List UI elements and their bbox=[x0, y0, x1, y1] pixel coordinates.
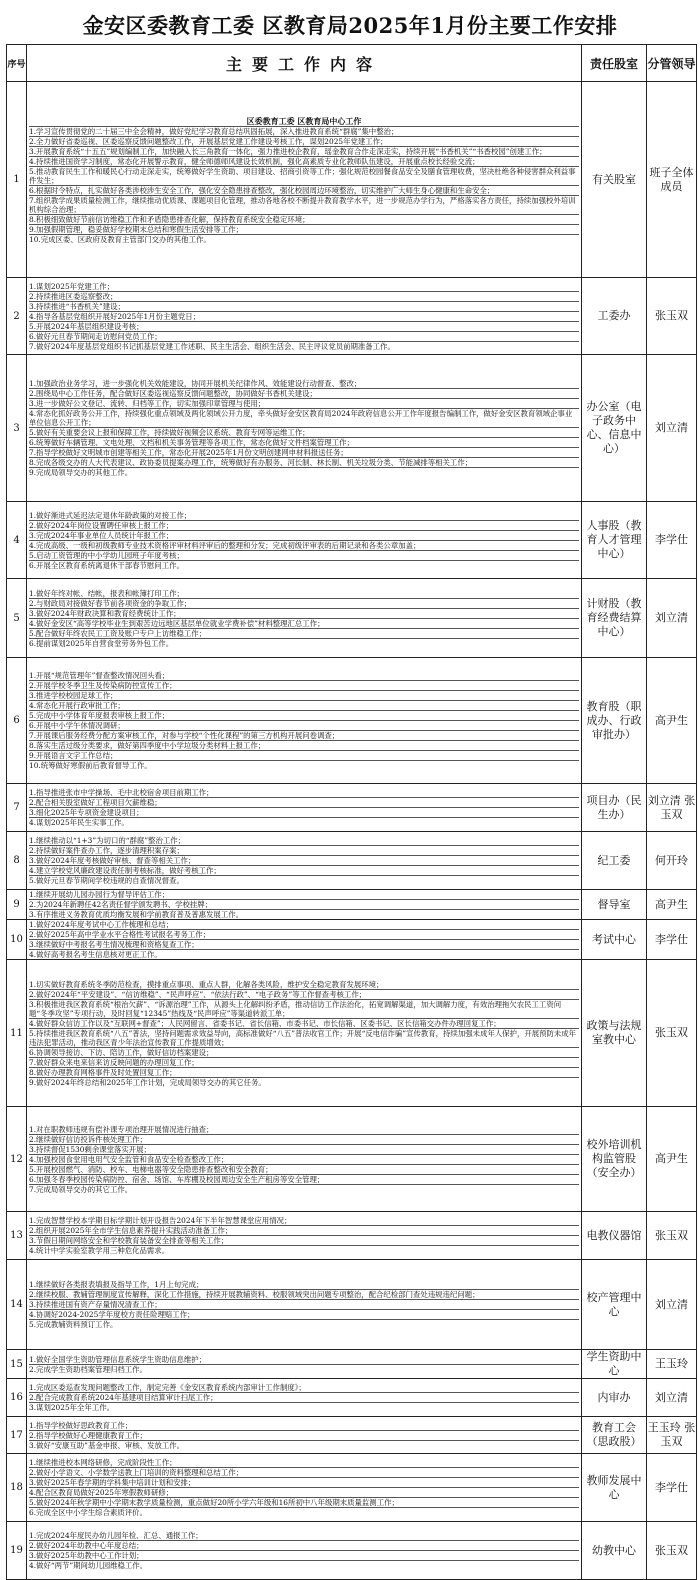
leader: 刘立清 bbox=[647, 355, 697, 502]
row-number: 13 bbox=[7, 1212, 27, 1260]
work-item: 1.对在职教师违规有偿补课专项治理开展情况进行抽查； bbox=[29, 1125, 579, 1135]
work-item: 7.开展课后服务经费分配方案审核工作，对参与学校“个性化课程”的第三方机构开展问卷调查； bbox=[29, 731, 579, 741]
work-items-cell bbox=[27, 355, 582, 502]
work-item: 2.开展学校冬季卫生及传染病防控宣传工作； bbox=[29, 681, 579, 691]
row-number: 15 bbox=[7, 1350, 27, 1379]
leader: 刘立清 bbox=[647, 1379, 697, 1417]
leader: 刘立清 bbox=[647, 1260, 697, 1350]
work-item: 6.完成全区中小学生综合素质评价。 bbox=[29, 1508, 147, 1517]
row-number: 8 bbox=[7, 832, 27, 890]
row-number: 1 bbox=[7, 82, 27, 278]
table-row bbox=[7, 920, 697, 960]
responsible-dept: 督导室 bbox=[582, 890, 647, 920]
responsible-dept: 电教仪器馆 bbox=[582, 1212, 647, 1260]
work-item: 3.有序推进义务教育优质均衡发展和学前教育普及普惠发展工作。 bbox=[29, 910, 243, 919]
work-item: 2.完成学生资助档案管理归档工作。 bbox=[29, 1364, 147, 1374]
table-row bbox=[7, 1454, 697, 1522]
leader: 李学仕 bbox=[647, 920, 697, 960]
work-item: 1.继续开展幼儿园办园行为督导评估工作； bbox=[29, 890, 579, 900]
row-number: 5 bbox=[7, 579, 27, 658]
row-number: 9 bbox=[7, 890, 27, 920]
work-item: 8.落实生活过级分类要求，做好第四季度中小学垃圾分类材料上报工作； bbox=[29, 741, 579, 751]
leader: 刘立清 bbox=[647, 579, 697, 658]
work-item: 4.常态化开展行政审批工作； bbox=[29, 701, 579, 711]
table-row bbox=[7, 502, 697, 579]
work-item: 9.加强假期管理，稳妥做好学校期末总结和寒假生活安排等工作； bbox=[29, 225, 579, 235]
work-item: 1.完成智慧学校本学期目标学期计划开设报告2024年下半年智慧课堂应用情况； bbox=[29, 1216, 579, 1226]
work-item: 6.开展中小学午休情况调研； bbox=[29, 721, 579, 731]
responsible-dept: 校外培训机构监管股（安全办） bbox=[582, 1107, 647, 1212]
responsible-dept: 办公室（电子政务中心、信息中心） bbox=[582, 355, 647, 502]
work-item: 3.继续做好中考报名考生情况梳理和资格复查工作； bbox=[29, 940, 579, 950]
work-item: 4.做好高考报名考生信息核对更正工作。 bbox=[29, 950, 162, 959]
leader: 张玉双 bbox=[647, 278, 697, 355]
responsible-dept: 幼教中心 bbox=[582, 1522, 647, 1580]
work-items-cell bbox=[27, 502, 582, 579]
work-items-cell bbox=[27, 1417, 582, 1454]
table-row bbox=[7, 82, 697, 278]
row-number: 14 bbox=[7, 1260, 27, 1350]
document-title: 金安区委教育工委 区教育局2025年1月份主要工作安排 bbox=[82, 13, 618, 38]
work-item: 2.组织开展2025年全市学生信息素养提升实践活动准备工作； bbox=[29, 1226, 579, 1236]
row-number: 16 bbox=[7, 1379, 27, 1417]
work-item: 3.开展教育系统“十五五”规划编制工作，加快融入长三角教育一体化，强力推进校企教育，瑶金教育合作走深走实，持续开展“书香机关”“书香校园”创建工作； bbox=[29, 147, 579, 157]
leader: 王玉玲 张玉双 bbox=[647, 1417, 697, 1454]
work-item: 2.与财政局对接做好春节前各项资金的争取工作； bbox=[29, 599, 579, 609]
work-item: 1.继续推进校本网络研修，完成阶段性工作； bbox=[29, 1458, 579, 1468]
work-item: 4.建立学校党风廉政建设责任制考核标准，做好考核工作； bbox=[29, 866, 579, 876]
work-item: 4.谋划2025年民生实事工作。 bbox=[29, 818, 129, 827]
work-item: 4.协调好2024-2025学年度校方责任险理赔工作； bbox=[29, 1310, 579, 1320]
work-items-cell bbox=[27, 1212, 582, 1260]
work-item: 3.谋划2025年全年工作。 bbox=[29, 1403, 114, 1412]
work-item: 2.持续做好案件查办工作，逐步清理积案存案； bbox=[29, 846, 579, 856]
work-item: 1.指导推进张市中学操场、毛中北校宿舍项目前期工作； bbox=[29, 788, 579, 798]
leader: 张玉双 bbox=[647, 960, 697, 1107]
work-item: 1.学习宣传贯彻党的二十届三中全会精神，做好党纪学习教育总结巩固拓展，深入推进教育系统“群腐”集中整治； bbox=[29, 127, 579, 137]
leader: 刘立清 张玉双 bbox=[647, 784, 697, 832]
work-item: 7.指导学校做好文明城市创建等相关工作，常态化开展2025年1月份文明创建网申材料报送任务； bbox=[29, 448, 579, 458]
work-item: 6.加强冬春季校园传染病防控、宿舍、场馆、车库棚及校园周边安全生产租房等安全管理； bbox=[29, 1175, 579, 1185]
leader: 高尹生 bbox=[647, 890, 697, 920]
work-item: 4.统计中学实验室教学用三种危化品需求。 bbox=[29, 1246, 170, 1255]
work-item: 4.配合区教育局做好2025年寒假教师研修； bbox=[29, 1488, 579, 1498]
work-item: 5.完成中小学体育年度报表审核上报工作； bbox=[29, 711, 579, 721]
table-row bbox=[7, 1522, 697, 1580]
table-row bbox=[7, 1260, 697, 1350]
work-item: 4.指导各基层党组织开展好2025年1月份主题党日； bbox=[29, 312, 579, 322]
work-item: 4.完成高级、一级和初级教师专业技术资格评审材料评审后的整理和分发；完成初级评审表的后期记录和各类公章加盖； bbox=[29, 541, 579, 551]
row-number: 6 bbox=[7, 658, 27, 784]
work-item: 2.指导学校做好心理健康教育工作； bbox=[29, 1431, 579, 1441]
work-item: 6.根据时令特点，扎实做好各类涉校涉生安全工作，强化安全隐患排查整改，强化校园周边环境整治，切实维护广大师生身心健康和生命安全； bbox=[29, 186, 579, 196]
work-item: 5.开展校园燃气、消防、校车、电梯电器等安全隐患排查整改和安全教育； bbox=[29, 1165, 579, 1175]
work-items-cell bbox=[27, 784, 582, 832]
work-items-cell bbox=[27, 960, 582, 1107]
work-item: 6.提前谋划2025年自营食堂劳务外包工作。 bbox=[29, 638, 174, 648]
work-item: 6.开展全区教育系统离退休干部春节慰问工作。 bbox=[29, 560, 184, 570]
work-item: 7.组织教学成果质量检测工作，继续推动优质课、课题项目化管理，推动各地各校不断提升教育教学水平，进一步规范办学行为，严格落实各方责任，持续加强校外培训机构综合治理； bbox=[29, 196, 579, 215]
table-row bbox=[7, 890, 697, 920]
work-item: 3.做好2024年度考核做好审核、督查等相关工作； bbox=[29, 856, 579, 866]
row-number: 10 bbox=[7, 920, 27, 960]
work-item: 2.配合相关股室做好工程项目欠薪维稳； bbox=[29, 798, 579, 808]
table-row bbox=[7, 658, 697, 784]
work-items-cell bbox=[27, 1454, 582, 1522]
work-item: 2.配合完成教育系统2024年基建项目结算审计扫尾工作； bbox=[29, 1393, 579, 1403]
table-row bbox=[7, 832, 697, 890]
work-item: 1.指导学校做好思政教育工作； bbox=[29, 1421, 579, 1431]
leader: 李学仕 bbox=[647, 1454, 697, 1522]
responsible-dept: 纪工委 bbox=[582, 832, 647, 890]
work-item: 5.持续推进我区教育系统“八五”普法，坚持问题需求效益导向，高标准做好“八五”普法收官工作；开展“反电信诈骗”宣传教育，持续加强未成年人保护，开展预防未成年违法犯罪活动，推动我区青少年法治宣传教育工作提质增效； bbox=[29, 1029, 579, 1048]
section-title: 区委教育工委 区教育局中心工作 bbox=[29, 116, 579, 127]
work-item: 6.做好元旦春节期间走访慰问党员工作； bbox=[29, 332, 579, 342]
work-items-cell bbox=[27, 579, 582, 658]
work-item: 5.做好元旦春节期间学校违规的自查情况督查。 bbox=[29, 876, 184, 885]
work-item: 5.做好有关重要会议上报和保障工作，持续做好视频会议系统、教育专网等运维工作； bbox=[29, 428, 579, 438]
work-item: 5.配合做好年终农民工工资及账户专户上访维稳工作； bbox=[29, 629, 579, 639]
row-number: 17 bbox=[7, 1417, 27, 1454]
work-items-cell bbox=[27, 82, 582, 278]
work-item: 3.持续推进国有资产存量情况清查工作； bbox=[29, 1300, 579, 1310]
responsible-dept: 考试中心 bbox=[582, 920, 647, 960]
work-item: 5.做好2024年秋学期中小学期末教学质量检测，重点做好20所小学六年级和16所初中八年级期末质量监测工作； bbox=[29, 1498, 579, 1508]
table-body bbox=[7, 82, 697, 1580]
work-item: 2.围绕局中心工作任务，配合做好区委巡视巡察反馈问题整改，协同做好书香机关建设； bbox=[29, 389, 579, 399]
responsible-dept: 人事股（教育人才管理中心） bbox=[582, 502, 647, 579]
work-item: 2.全力做好省委巡视、区委巡察反馈问题整改工作，开展基层党建工作建设考核工作，谋划2025年党建工作； bbox=[29, 137, 579, 147]
work-item: 2.做好2025年高中学业水平合格性考试报名考务工作； bbox=[29, 930, 579, 940]
work-item: 4.常态化抓好政务公开工作，持续强化重点领域及两化领域公开力度，牵头做好金安区教育局2024年政府信息公开工作年度报告编制工作，做好金安区教育领域企事业单位信息公开工作； bbox=[29, 409, 579, 428]
leader: 何开玲 bbox=[647, 832, 697, 890]
table-row bbox=[7, 784, 697, 832]
table-row bbox=[7, 1379, 697, 1417]
row-number: 18 bbox=[7, 1454, 27, 1522]
work-items-cell bbox=[27, 1522, 582, 1580]
work-item: 1.做好2024年度考试中心工作梳理和总结； bbox=[29, 920, 579, 930]
leader: 高尹生 bbox=[647, 658, 697, 784]
responsible-dept: 教育工会（思政股） bbox=[582, 1417, 647, 1454]
work-item: 9.完成局领导交办的其他工作。 bbox=[29, 468, 133, 477]
work-item: 9.开展语言文字工作总结； bbox=[29, 751, 579, 761]
work-items-cell bbox=[27, 278, 582, 355]
header-content: 主要工作内容 bbox=[27, 45, 582, 82]
work-item: 3.持续推进“书香机关”建设； bbox=[29, 302, 579, 312]
responsible-dept: 有关股室 bbox=[582, 82, 647, 278]
work-items-cell bbox=[27, 1379, 582, 1417]
work-item: 7.做好2024年度基层党组织书记抓基层党建工作述职、民主生活会、组织生活会、民主评议党员前期准备工作。 bbox=[29, 341, 395, 351]
work-item: 1.做好全国学生资助管理信息系统学生资助信息维护； bbox=[29, 1355, 579, 1365]
work-item: 2.做好2024年岗位设置聘任审核上报工作； bbox=[29, 521, 579, 531]
work-item: 4.做好群众信访工作以及“互联网+督查”；人民网留言、省委书记、省长信箱、市委书记、市长信箱、区委书记、区长信箱交办件办理回复工作； bbox=[29, 1019, 579, 1029]
leader: 王玉玲 bbox=[647, 1350, 697, 1379]
responsible-dept: 学生资助中心 bbox=[582, 1350, 647, 1379]
leader: 高尹生 bbox=[647, 1107, 697, 1212]
work-item: 3.节假日期间网络安全和学校教育装备安全排查等相关工作； bbox=[29, 1236, 579, 1246]
work-item: 1.继续做好各类报表填报及指导工作，1月上旬完成； bbox=[29, 1280, 579, 1290]
work-item: 3.做好“安康互助”基金申报、审核、发放工作。 bbox=[29, 1440, 185, 1450]
work-item: 1.开展“规范管理年”督查整改情况回头看； bbox=[29, 671, 579, 681]
table-header-row bbox=[7, 45, 697, 82]
work-item: 9.做好2024年终总结和2025年工作计划，完成局领导交办的其它任务。 bbox=[29, 1077, 266, 1087]
work-item: 2.做好2024年“平安建设”、“信访维稳”、“民声呼应”、“依法行政”、“电子政务”等工作督查考核工作； bbox=[29, 990, 579, 1000]
table-row bbox=[7, 1212, 697, 1260]
work-item: 3.做好2025年幼教中心工作计划； bbox=[29, 1551, 579, 1561]
work-item: 1.继续推动以“1+3”为切口的“群腐”整治工作； bbox=[29, 836, 579, 846]
work-item: 3.持续督促1530剩余课堂落实开展； bbox=[29, 1145, 579, 1155]
work-item: 2.继续校服、教辅管理制度宣传解释，深化工作措施，持续开展教辅资料、校服领域突出问题专项整治，配合纪检部门查处违规违纪问题； bbox=[29, 1290, 579, 1300]
work-item: 8.完成各级交办的人大代表建议、政协委员提案办理工作，统筹做好有办服务、河长制、林长制、机关垃圾分类、节能减排等相关工作； bbox=[29, 458, 579, 468]
work-items-cell bbox=[27, 1350, 582, 1379]
row-number: 7 bbox=[7, 784, 27, 832]
work-item: 1.加强政治业务学习，进一步强化机关效能建设，协同开展机关纪律作风、效能建设行动督查、整改； bbox=[29, 379, 579, 389]
work-item: 1.完成区委巡查发现问题整改工作，制定完善《金安区教育系统内部审计工作制度》； bbox=[29, 1383, 579, 1393]
leader: 李学仕 bbox=[647, 502, 697, 579]
work-item: 4.加强校园食堂用电用气安全监管和食品安全检查整改工作； bbox=[29, 1155, 579, 1165]
work-item: 5.完成教辅资料预订工作。 bbox=[29, 1320, 118, 1329]
work-item: 3.积极推进我区教育系统“根治欠薪”、“诉源治理”工作，从源头上化解纠纷矛盾，推动信访工作法治化，拓宽调解渠道，加大调解力度，有效治理拖欠农民工工资问题“冬季攻坚”专项行动，及时回复“12345”热线及“民声呼应”等渠道转派工单； bbox=[29, 1000, 579, 1019]
header-no: 序号 bbox=[7, 45, 27, 82]
work-item: 5.开展2024年基层组织建设考核； bbox=[29, 322, 579, 332]
work-item: 2.为2024年新聘任42名责任督学颁发聘书、学校挂牌； bbox=[29, 900, 579, 910]
responsible-dept: 政策与法规室教中心 bbox=[582, 960, 647, 1107]
work-items-cell bbox=[27, 1260, 582, 1350]
work-plan-table bbox=[6, 44, 697, 1580]
work-item: 1.谋划2025年党建工作； bbox=[29, 282, 579, 292]
work-items-cell bbox=[27, 890, 582, 920]
table-row bbox=[7, 1107, 697, 1212]
work-items-cell bbox=[27, 832, 582, 890]
work-item: 1.做好渐进式延迟法定退休年龄政策的对接工作； bbox=[29, 511, 579, 521]
work-item: 3.做好2024年财政决算和教育经费统计工作； bbox=[29, 609, 579, 619]
header-dept: 责任股室 bbox=[582, 45, 647, 82]
work-item: 5.推动教育民生工作和暖民心行动走深走实，统筹做好学生资助、项目建设、招商引资等工作；强化规范校园餐食品安全及膳食管理收费，坚决杜绝各种侵害群众利益事件发生； bbox=[29, 167, 579, 186]
leader: 张玉双 bbox=[647, 1522, 697, 1580]
work-item: 3.细化2025年专项资金建设项目； bbox=[29, 808, 579, 818]
responsible-dept: 工委办 bbox=[582, 278, 647, 355]
work-items-cell bbox=[27, 920, 582, 960]
responsible-dept: 校产管理中心 bbox=[582, 1260, 647, 1350]
table-row bbox=[7, 1417, 697, 1454]
work-item: 7.做好群众来电来信来访反映问题的办理回复工作； bbox=[29, 1058, 579, 1068]
responsible-dept: 教师发展中心 bbox=[582, 1454, 647, 1522]
leader: 班子全体成员 bbox=[647, 82, 697, 278]
row-number: 2 bbox=[7, 278, 27, 355]
work-item: 1.完成2024年度民办幼儿园年检、汇总、通报工作； bbox=[29, 1531, 579, 1541]
work-item: 2.做好小学语文、小学数学送教上门培训的资料整理和总结工作； bbox=[29, 1468, 579, 1478]
work-item: 6.统筹做好车辆管理、文电处理、文档和机关事务管理等各项工作，常态化做好文件档案管理工作； bbox=[29, 438, 579, 448]
work-item: 3.推进学校校园足球工作； bbox=[29, 691, 579, 701]
work-item: 3.进一步做好公文登记、流转、归档等工作，切实加强印章管理与使用； bbox=[29, 399, 579, 409]
responsible-dept: 项目办（民生办） bbox=[582, 784, 647, 832]
work-item: 10.完成区委、区政府及教育主管部门交办的其他工作。 bbox=[29, 234, 211, 244]
work-item: 2.做好2024年幼教中心年度总结； bbox=[29, 1541, 579, 1551]
work-items-cell bbox=[27, 658, 582, 784]
work-item: 2.继续做好信访投诉件核处理工作； bbox=[29, 1135, 579, 1145]
work-item: 4.做好“两节”期间幼儿园维稳工作。 bbox=[29, 1561, 148, 1570]
work-item: 7.完成局领导交办的其它工作。 bbox=[29, 1184, 133, 1194]
work-item: 5.启动工资管理的中小学幼儿园班子年度考核； bbox=[29, 551, 579, 561]
work-item: 2.持续推进区委巡察整改； bbox=[29, 292, 579, 302]
work-item: 3.完成2024年事业单位人员统计年报工作； bbox=[29, 531, 579, 541]
table-row bbox=[7, 355, 697, 502]
row-number: 4 bbox=[7, 502, 27, 579]
row-number: 12 bbox=[7, 1107, 27, 1212]
work-item: 8.积极细致做好节前信访维稳工作和矛盾隐患排查化解，保持教育系统安全稳定环境； bbox=[29, 215, 579, 225]
header-leader: 分管领导 bbox=[647, 45, 697, 82]
leader: 张玉双 bbox=[647, 1212, 697, 1260]
responsible-dept: 计财股（教育经费结算中心） bbox=[582, 579, 647, 658]
table-row bbox=[7, 278, 697, 355]
table-row bbox=[7, 579, 697, 658]
work-item: 1.做好年终对帐、结帐，报表和帐簿打印工作； bbox=[29, 589, 579, 599]
work-item: 10.统筹做好寒假前后教育督导工作。 bbox=[29, 761, 152, 770]
row-number: 19 bbox=[7, 1522, 27, 1580]
responsible-dept: 内审办 bbox=[582, 1379, 647, 1417]
row-number: 11 bbox=[7, 960, 27, 1107]
work-items-cell bbox=[27, 1107, 582, 1212]
work-item: 6.协调领导接访、下访、陪访工作，做好信访档案建设； bbox=[29, 1048, 579, 1058]
table-row bbox=[7, 1350, 697, 1379]
work-item: 3.做好2025年春学期的学科集中培训计划和安排； bbox=[29, 1478, 579, 1488]
row-number: 3 bbox=[7, 355, 27, 502]
work-item: 1.切实做好教育系统冬季防范检查，摸排重点事项、重点人群，化解各类风险，维护安全稳定教育发展环境； bbox=[29, 980, 579, 990]
work-item: 4.持续推进国资学习制度，常态化开展警示教育，健全师德师风建设长效机制，强化高素质专业化教师队伍建设，开展重点校长经验交流； bbox=[29, 157, 579, 167]
responsible-dept: 教育股（职成办、行政审批办） bbox=[582, 658, 647, 784]
work-item: 4.做好金安区“高等学校毕业生到艰苦边远地区基层单位就业学费补偿”材料整理汇总工作； bbox=[29, 619, 579, 629]
table-row bbox=[7, 960, 697, 1107]
work-item: 8.做好办理教育网格事件及时处置回复工作； bbox=[29, 1068, 579, 1078]
